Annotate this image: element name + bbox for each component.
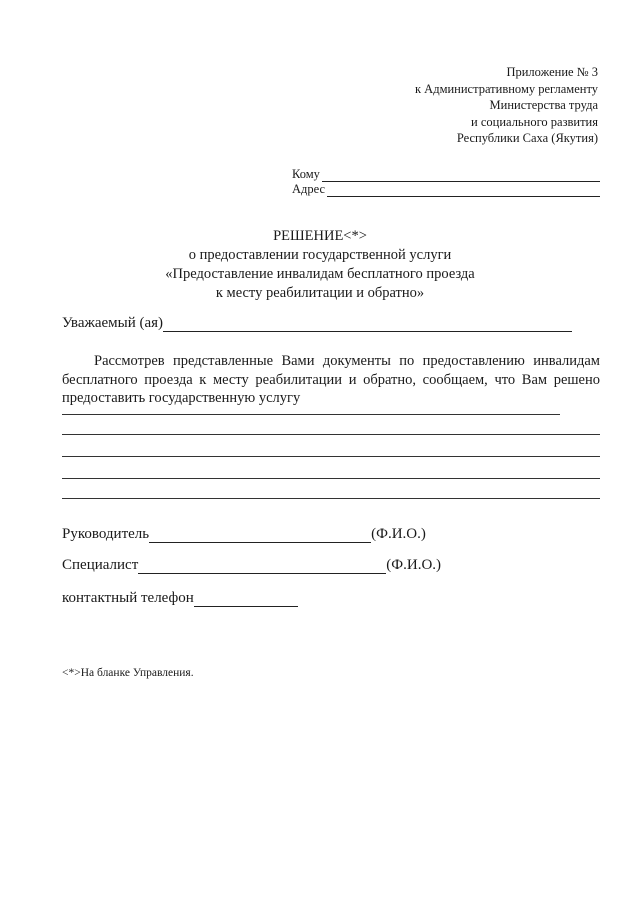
footnote: <*>На бланке Управления.: [62, 667, 194, 679]
appendix-line: Республики Саха (Якутия): [456, 131, 598, 145]
greeting-label: Уважаемый (ая): [62, 315, 164, 331]
specialist-label: Специалист: [62, 557, 139, 573]
decision-subtitle-line: о предоставлении государственной услуги: [188, 247, 452, 263]
appendix-line: Министерства труда: [489, 98, 598, 112]
head-name-hint: (Ф.И.О.): [371, 526, 426, 542]
specialist-signature-field[interactable]: [138, 559, 386, 574]
recipient-address-label: Адрес: [292, 182, 326, 196]
specialist-name-hint: (Ф.И.О.): [386, 557, 442, 573]
greeting-name-field[interactable]: [163, 317, 572, 332]
blank-line[interactable]: [62, 478, 600, 479]
recipient-to-label: Кому: [292, 167, 320, 181]
contact-phone-field[interactable]: [194, 592, 298, 607]
contact-phone-label: контактный телефон: [62, 590, 194, 606]
appendix-line: и социального развития: [471, 114, 598, 129]
blank-line[interactable]: [62, 434, 600, 435]
head-signature-field[interactable]: [149, 528, 371, 543]
recipient-address-row: [292, 181, 600, 197]
blank-line[interactable]: [62, 456, 600, 457]
appendix-line: Приложение № 3: [506, 65, 598, 79]
decision-body-text: Рассмотрев представленные Вами документы по предоставлению инвалидам бесплатного проезда к месту реабилитации и обратно, сообщаем, что Вам решено предоставить государственную услугу: [62, 353, 600, 406]
greeting-row: [62, 314, 572, 332]
head-label: Руководитель: [62, 526, 150, 542]
recipient-to-row: [292, 166, 600, 182]
blank-line[interactable]: [62, 414, 560, 415]
appendix-header: [415, 64, 598, 147]
appendix-line: к Административному регламенту: [414, 81, 598, 96]
decision-title: РЕШЕНИЕ<*>: [273, 228, 367, 244]
blank-line[interactable]: [62, 498, 600, 499]
decision-subtitle-line: к месту реабилитации и обратно»: [215, 285, 425, 301]
head-signature-row: [62, 525, 426, 543]
specialist-signature-row: [62, 556, 441, 574]
contact-phone-row: [62, 589, 298, 607]
decision-subtitle-line: «Предоставление инвалидам бесплатного проезда: [165, 266, 475, 282]
recipient-address-field[interactable]: [327, 184, 600, 197]
